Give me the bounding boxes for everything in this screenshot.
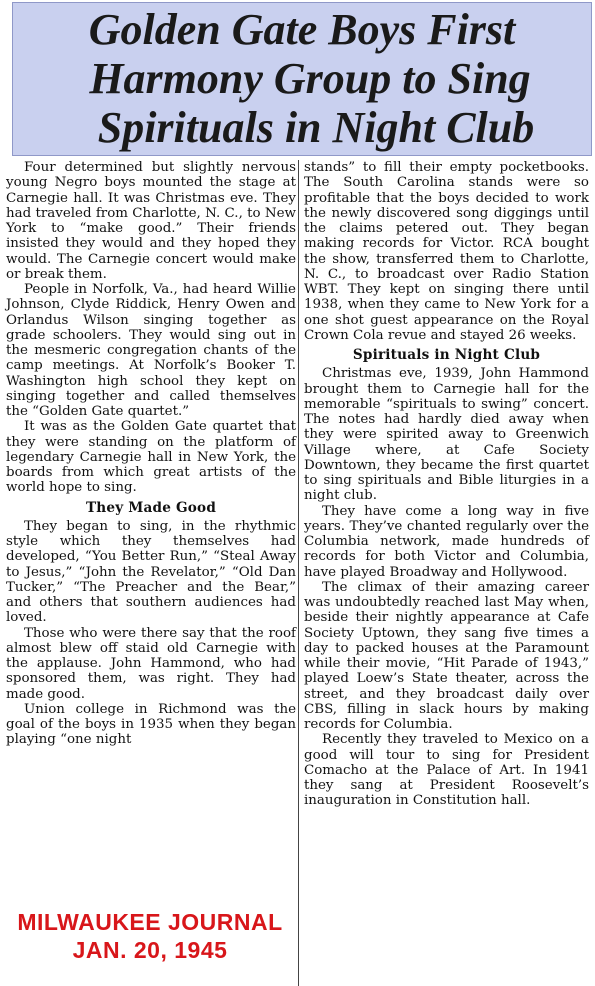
article-paragraph: Those who were there say that the roof almost blew off staid old Carnegie with the applause. John Hammond, who had sponsored them, was right. They had made good.: [6, 625, 296, 702]
article-paragraph: Recently they traveled to Mexico on a good will tour to sing for President Comacho at the Palace of Art. In 1941 they sang at President Roosevelt’s inauguration in Constitution hall.: [304, 732, 589, 809]
source-date: JAN. 20, 1945: [72, 937, 228, 963]
source-publication: MILWAUKEE JOURNAL: [17, 909, 283, 935]
article-paragraph: Union college in Richmond was the goal of the boys in 1935 when they began playing “one night: [6, 701, 296, 748]
article-paragraph: It was as the Golden Gate quartet that they were standing on the platform of legendary Carnegie hall in New York, the boards from which great artists of the world hope to sing.: [6, 419, 296, 496]
article-paragraph: They have come a long way in five years. They’ve chanted regularly over the Columbia network, made hundreds of records for both Victor and Columbia, have played Broadway and Hollywood.: [304, 503, 589, 580]
article-column-left: [6, 160, 296, 748]
headline-line-1: Golden Gate Boys First: [88, 5, 516, 54]
column-divider: [298, 160, 299, 986]
section-subhead: Spirituals in Night Club: [352, 347, 541, 363]
article-column-right: [304, 160, 589, 809]
section-subhead: They Made Good: [85, 499, 217, 516]
article-paragraph: Four determined but slightly nervous young Negro boys mounted the stage at Carnegie hall. It was Christmas eve. They had traveled from Charlotte, N. C., to New York to “make good.” Their friends insisted they would and they hoped they would. The Carnegie concert would make or break them.: [6, 160, 296, 282]
article-paragraph-continued: stands” to fill their empty pocketbooks. The South Carolina stands were so profitable that the boys decided to work the newly discovered song diggings until the claims petered out. They began making records for Victor. RCA bought the show, transferred them to Charlotte, N. C., to broadcast over Radio Station WBT. They kept on singing there until 1938, when they came to New York for a one shot guest appearance on the Royal Crown Cola revue and stayed 26 weeks.: [304, 160, 589, 343]
article-paragraph: People in Norfolk, Va., had heard Willie Johnson, Clyde Riddick, Henry Owen and Orlandus Wilson singing together as grade schoolers. They would sing out in the mesmeric congregation chants of the camp meetings. At Norfolk’s Booker T. Washington high school they kept on singing together and called themselves the “Golden Gate quartet.”: [6, 282, 296, 419]
headline-line-2: Harmony Group to Sing: [89, 54, 531, 103]
headline-banner: [12, 2, 592, 156]
headline-line-3: Spirituals in Night Club: [97, 103, 535, 152]
article-paragraph: The climax of their amazing career was undoubtedly reached last May when, beside their nightly appearance at Cafe Society Uptown, they sang five times a day to packed houses at the Paramount while their movie, “Hit Parade of 1943,” played Loew’s State theater, across the street, and they broadcast daily over CBS, filling in slack hours by making records for Columbia.: [304, 579, 589, 732]
source-stamp: [0, 908, 300, 964]
article-paragraph: They began to sing, in the rhythmic style which they themselves had developed, “You Better Run,” “Steal Away to Jesus,” “John the Revelator,” “Old Dan Tucker,” “The Preacher and the Bear,” and others that southern audiences had loved.: [6, 518, 296, 626]
article-paragraph: Christmas eve, 1939, John Hammond brought them to Carnegie hall for the memorable “spirituals to swing” concert. The notes had hardly died away when they were spirited away to Greenwich Village where, at Cafe Society Downtown, they became the first quartet to sing spirituals and Bible liturgies in a night club.: [304, 366, 589, 504]
